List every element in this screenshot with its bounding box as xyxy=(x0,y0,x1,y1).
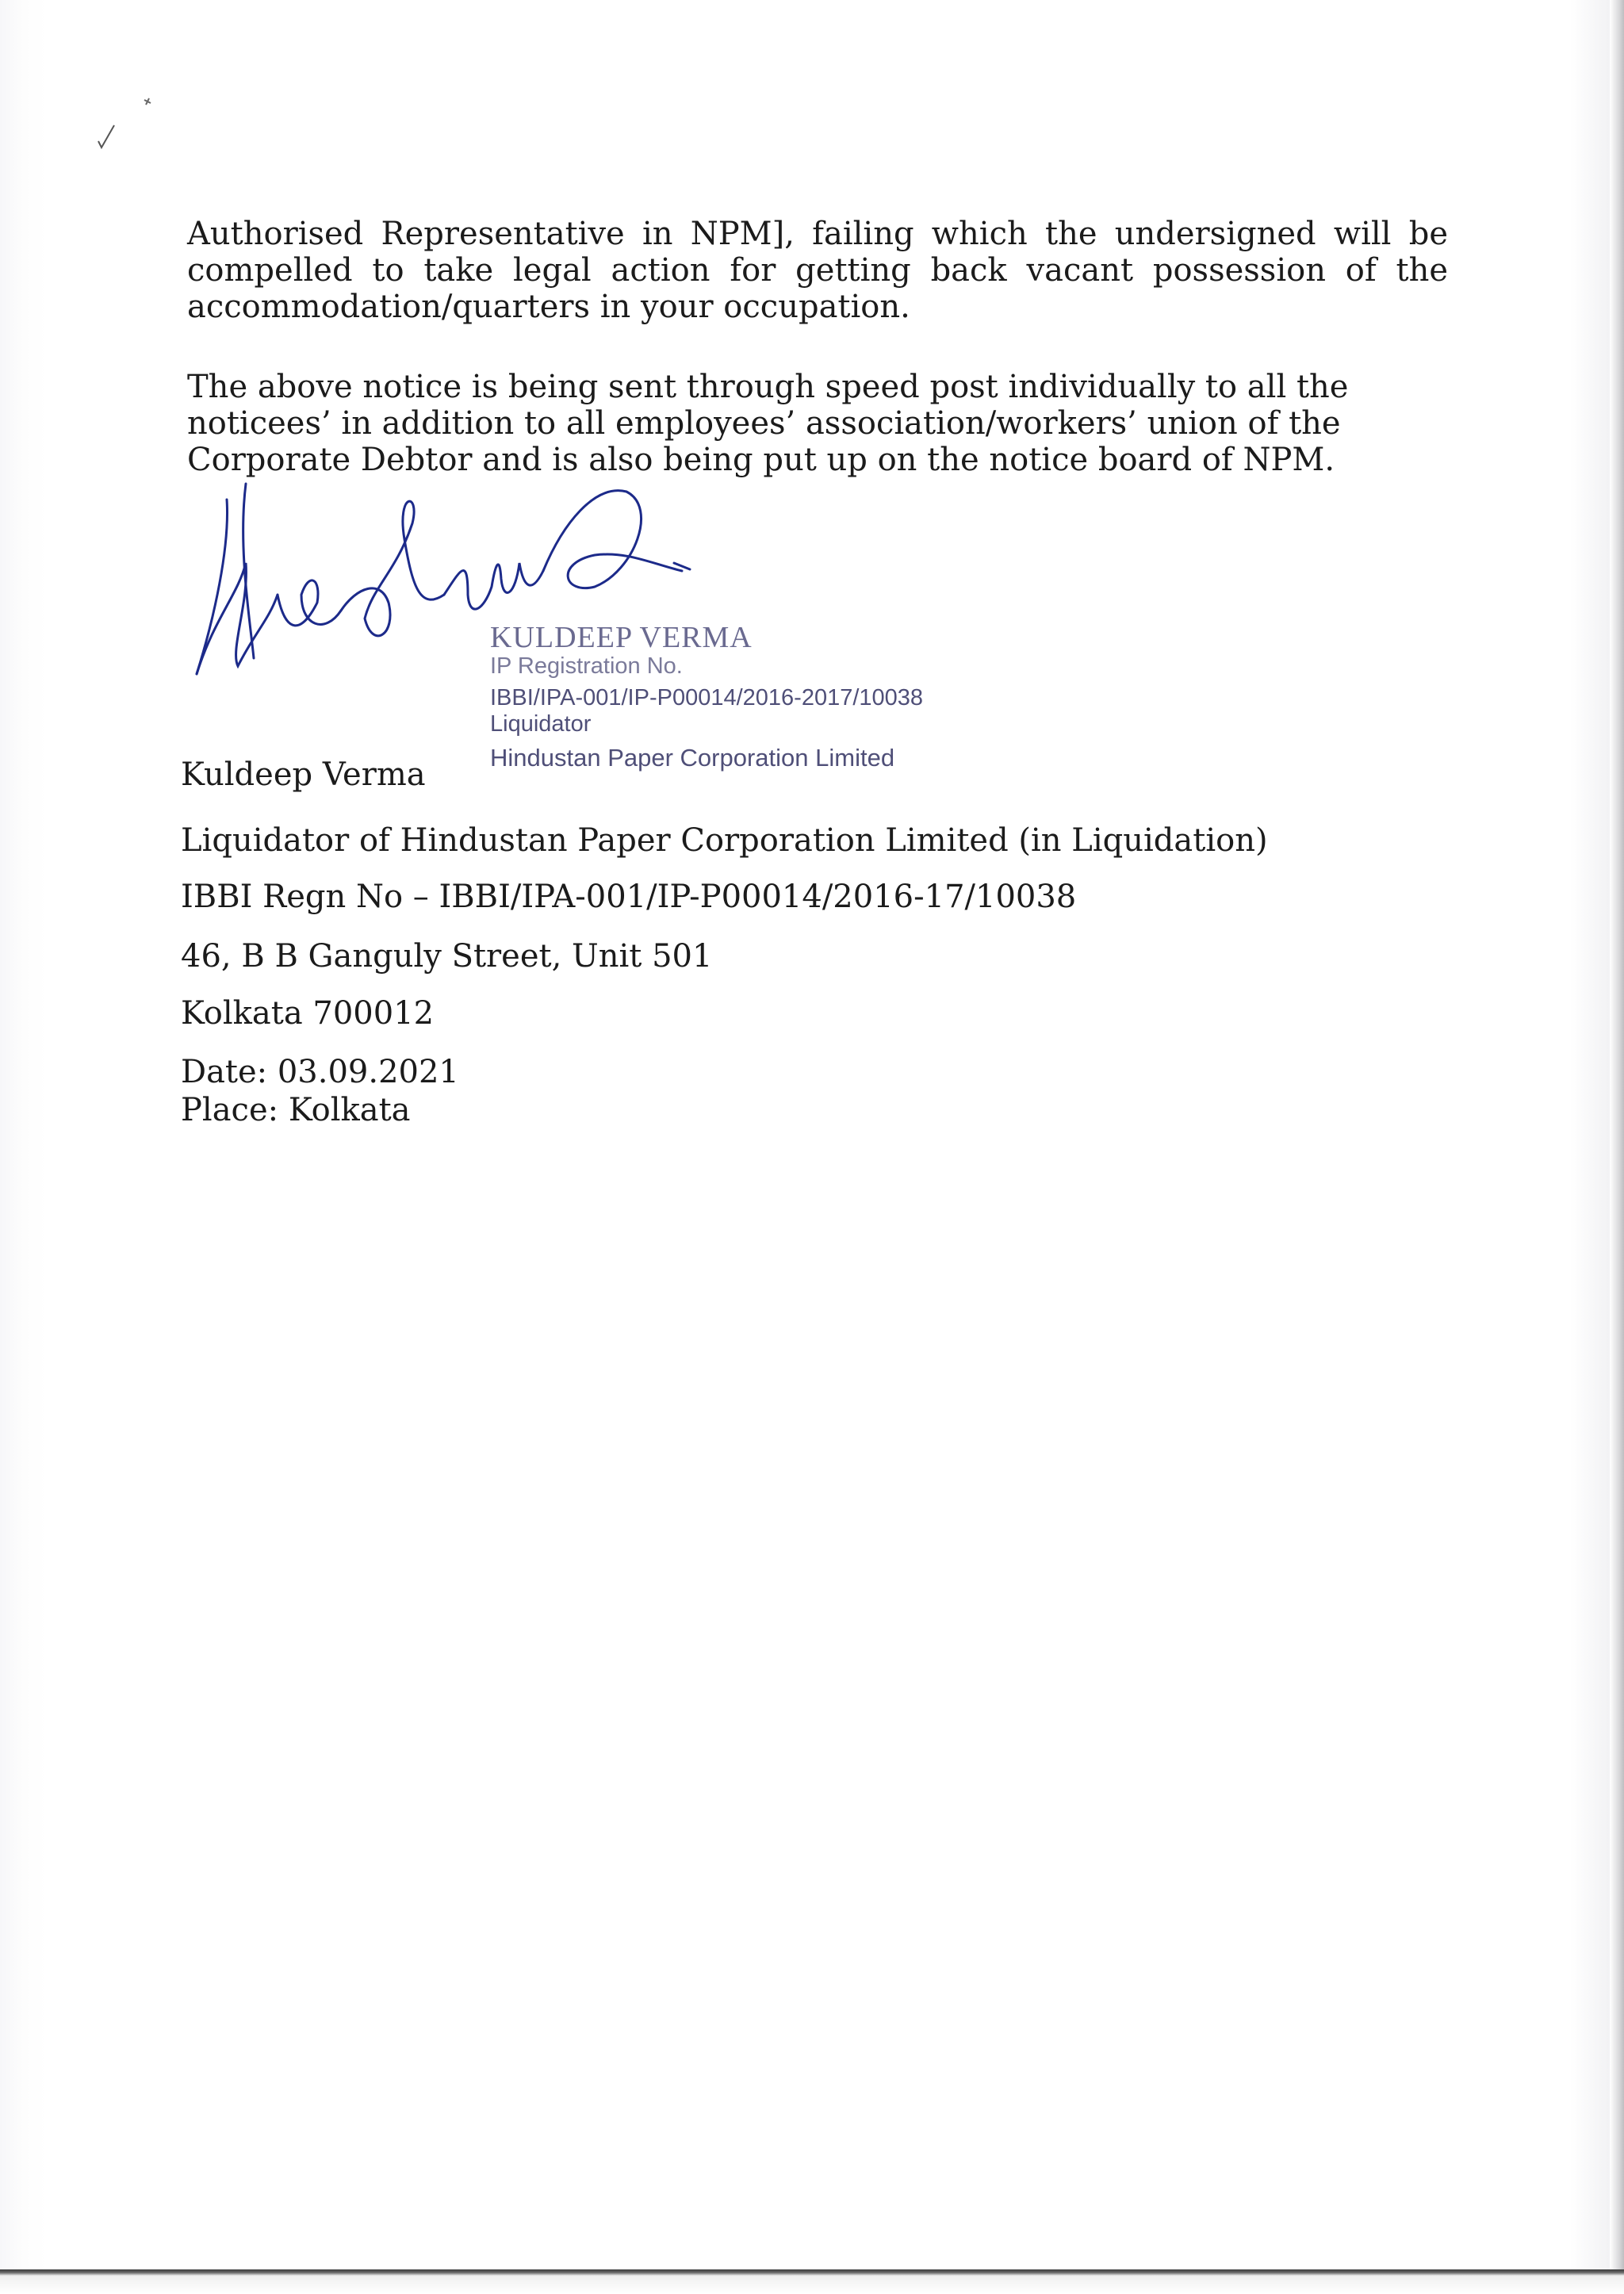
signatory-role: Liquidator of Hindustan Paper Corporation Limited (in Liquidation) xyxy=(181,822,1268,859)
scan-bottom-edge xyxy=(0,2269,1624,2294)
signatory-city: Kolkata 700012 xyxy=(181,995,435,1032)
stamp-registration-number: IBBI/IPA-001/IP-P00014/2016-2017/10038 xyxy=(490,685,924,710)
document-date: Date: 03.09.2021 xyxy=(181,1054,459,1090)
closing-paragraph: Authorised Representative in NPM], failing which the undersigned will be compelled to take legal action for getting back vacant possession of the accommodation/quarters in your occupation. xyxy=(187,216,1448,325)
stamp-registration-label: IP Registration No. xyxy=(490,653,683,679)
signatory-address: 46, B B Ganguly Street, Unit 501 xyxy=(181,938,713,975)
corner-mark-icon xyxy=(82,86,162,157)
stamp-company: Hindustan Paper Corporation Limited xyxy=(490,744,895,772)
signatory-regn: IBBI Regn No – IBBI/IPA-001/IP-P00014/2016-17/10038 xyxy=(181,879,1077,915)
stamp-name: KULDEEP VERMA xyxy=(490,621,753,654)
document-place: Place: Kolkata xyxy=(181,1092,411,1128)
stamp-role: Liquidator xyxy=(490,711,592,737)
notice-delivery-paragraph: The above notice is being sent through speed post individually to all the noticees’ in addition to all employees’ association/workers’ union of the Corporate Debtor and is also being put up on the notice board of NPM. xyxy=(187,369,1349,478)
scan-right-edge xyxy=(1610,0,1624,2294)
signatory-name: Kuldeep Verma xyxy=(181,756,426,793)
